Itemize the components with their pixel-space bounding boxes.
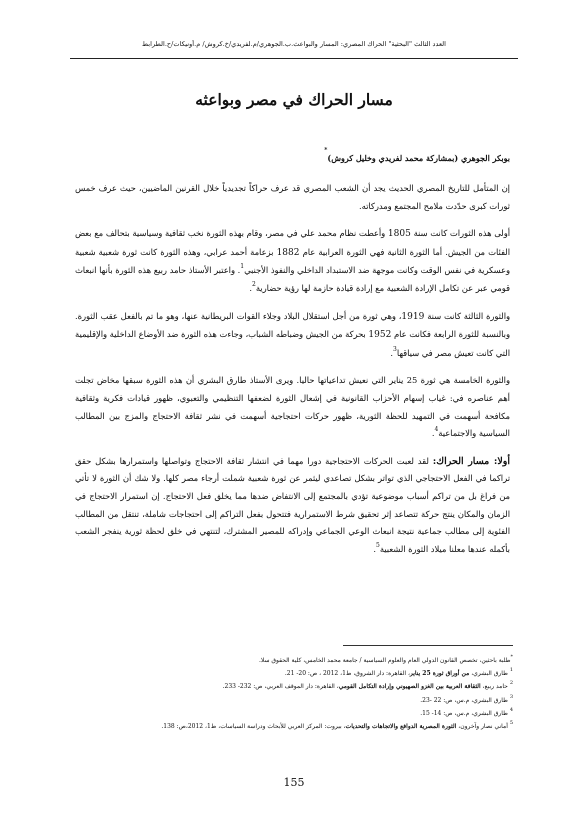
footnote-separator	[343, 645, 513, 646]
p3-text-c: بحركة من الجيش وضباطه الشباب، وجاءت هذه الثورة ضد الأوضاع الداخلية والإقليمية التي كانت تعيش مصر في سياقها	[75, 329, 510, 358]
page-number: 155	[283, 776, 305, 789]
p2-text-c: بزعامة أحمد عرابي، وهذه الثورة كانت ثورة شعبية شعبية وعسكرية في نفس الوقت وكانت موجهة ضد الاستبداد الداخلي والنفوذ الأجنبي	[75, 246, 510, 276]
article-title: مسار الحراك في مصر وبواعثه	[195, 90, 393, 109]
footnote-publication: ، القاهرة: دار الشروق، ط1، 2012 ، ص: 20- 21.	[284, 670, 410, 678]
footnote-mark: 4	[509, 706, 513, 713]
p3-text-b: ، وهي ثورة من أجل استقلال البلاد وجلاء القوات البريطانية عنها، وهو ما تم بالفعل عقب الثورة. وبالنسبة للثورة الرابعة فكانت عام	[75, 310, 510, 340]
footnote-book-title: من أوراق ثورة 25 يناير	[409, 670, 470, 678]
footnote-author: أماني نصار وآخرون،	[456, 723, 508, 731]
footnote-author: حامد ربيع،	[480, 683, 508, 691]
paragraph-fifth-revolution	[75, 372, 510, 442]
p3-text-d: .	[390, 347, 393, 358]
p2-text-a: أولى هذه الثورات كانت سنة	[413, 228, 511, 239]
footnote-publication: ، القاهرة: دار الموقف العربي، ص: 232- 233.	[222, 683, 339, 691]
footnote-ref-3[interactable]: 3	[393, 345, 397, 353]
header-rule	[70, 58, 518, 59]
paragraph-third-fourth-revolutions	[75, 308, 510, 363]
footnote-mark: *	[510, 654, 513, 660]
footnote-ref-1[interactable]: 1	[240, 263, 245, 271]
footnote-item	[78, 667, 513, 680]
footnote-item	[78, 720, 513, 733]
paragraph-intro: إن المتأمل للتاريخ المصري الحديث يجد أن الشعب المصري قد عرف حراكاً تجديدياً خلال القرنين الماضيين، حيث عرف خمس ثورات كبرى حدّدت ملامح المجتمع ومدركاته.	[75, 183, 510, 211]
footnote-ref-5[interactable]: 5	[376, 541, 380, 549]
footnote-author: طارق البشري،	[469, 670, 508, 678]
footnote-text: طارق البشري، م.س، ص: 22 -23.	[420, 696, 508, 704]
paragraph-first-revolutions	[75, 225, 510, 297]
author-line	[324, 147, 510, 163]
p4-text-a: والثورة الخامسة هي ثورة 25 يناير التي نعيش تداعياتها حاليا. ويرى الأستاذ طارق البشري أن هذه الثورة سبقها مخاض تجلت أهم عناصره في: غياب إسهام الأحزاب القانونية في إشعال الثورة لضعفها التنظيمي والتعبوي، ظهور قيادات فكرية وثقافية مكافحة أسهمت في التمهيد للحظة الثورية، ظهور حركات احتجاجية أسهمت في نشر ثقافة الاحتجاج والمزج بين المطالب السياسية والاجتماعية	[75, 375, 510, 439]
article-body	[75, 180, 510, 568]
year-1805: 1805	[387, 229, 411, 240]
footnote-mark: 1	[509, 667, 513, 674]
p3-text-a: والثورة الثالثة كانت سنة	[427, 310, 511, 321]
p2-text-b: وأعطت نظام محمد علي في مصر، وقام بهذه الثورة نخب ثقافية وسياسية بتحالف مع بعض الفئات من الجيش. أما الثورة الثانية فهي الثورة العرابية عام	[75, 228, 511, 257]
footnote-book-title: الثورة المصرية الدوافع والاتجاهات والتحديات	[345, 723, 457, 731]
footnote-mark: 3	[509, 693, 513, 700]
p4-text-b: .	[431, 428, 435, 439]
section-heading-path: أولا: مسار الحراك:	[432, 455, 510, 467]
footnote-text: طلبة باحثين، تخصص القانون الدولي العام والعلوم السياسية / جامعة محمد الخامس، كلية الحقوق سلا.	[258, 657, 511, 664]
footnote-item	[78, 694, 513, 707]
author-names: بوبكر الجوهري (بمشاركة محمد لفريدي وخليل كروش)	[327, 153, 510, 163]
paragraph-section-one	[75, 453, 510, 559]
p2-text-e: .	[249, 282, 252, 293]
footnote-mark: 5	[509, 720, 513, 727]
running-header: العدد الثالث "البحثية" الحراك المصري: المسار والبواعث.ب.الجوهري/م.لفريدي/خ.كروش/ م.أونيكات/ح.الطرابط	[142, 40, 446, 48]
footnote-item	[78, 707, 513, 720]
footnote-text: طارق البشري، م.س، ص: 14- 15.	[420, 709, 508, 717]
year-1952: 1952	[368, 330, 392, 341]
author-footnote-mark: *	[324, 147, 328, 154]
footnote-mark: 2	[509, 680, 513, 687]
footnote-item	[78, 680, 513, 693]
p5-text-b: .	[373, 543, 376, 554]
footnote-publication: ، بيروت: المركز العربي للأبحاث ودراسة السياسات، ط1، 2012،ص: 138.	[161, 723, 346, 731]
p5-text-a: لقد لعبت الحركات الاحتجاجية دورا مهما في انتشار ثقافة الاحتجاج وتواصلها واستمرارها بشكل حقق تراكما في الفعل الاحتجاجي الذي تواتر بشكل تصاعدي ليثمر عن ثورة شعبية شملت أرجاء مصر كلها. ولا شك أن الثورة لا تأتي من فراغ بل من تراكم أسباب موضوعية تؤدي بالمجتمع إلى الانتفاض ضدها مما يخلق فعل الاحتجاج. إن استمرار الاحتجاج في الزمان والمكان ينتج حركة تتصاعد إثر تحقيق شرط الاستمرارية فتتحول بفعل التراكم إلى احتجاجات شاملة، تنتقل من المطالب الفئوية إلى مطالب جماعية نتيجة انبعاث الوعي الجماعي وإدراكه للمصير المشترك، لتنتهي في خلق لحظة ثورية ينفجر الشعب بأكمله عندها معلنا ميلاد الثورة الشعبية	[75, 455, 510, 554]
footnote-item	[78, 654, 513, 667]
footnote-ref-2[interactable]: 2	[252, 280, 256, 288]
p2-text-d: . واعتبر الأستاذ حامد ربيع هذه الثورة بأنها انبعاث قومي عبر عن تكامل الإرادة الشعبية مع إرادة قيادة حازمة لها رؤية حضارية	[75, 265, 510, 293]
footnote-book-title: الثقافة العربية بين الغزو الصهيوني وإرادة التكامل القومي	[338, 683, 481, 691]
year-1882: 1882	[276, 247, 300, 258]
footnotes	[78, 654, 513, 733]
footnote-ref-4[interactable]: 4	[434, 426, 439, 434]
year-1919: 1919	[401, 311, 425, 322]
